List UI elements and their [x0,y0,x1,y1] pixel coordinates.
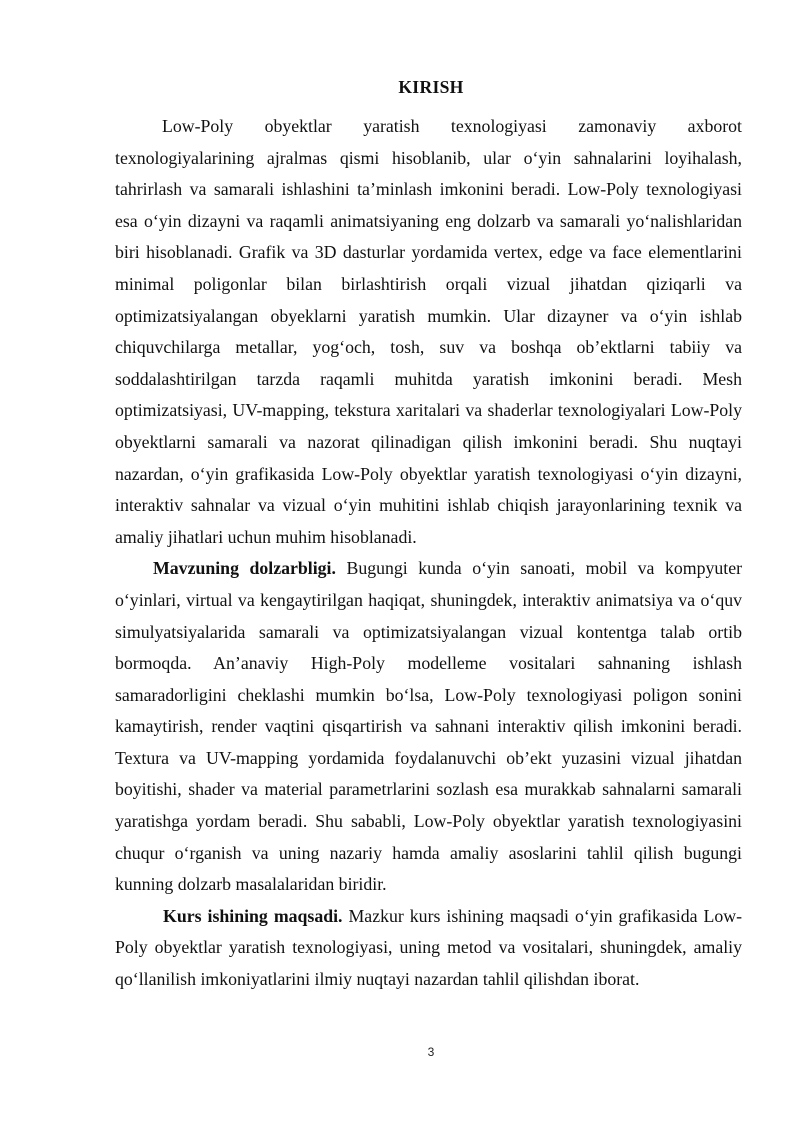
paragraph-text: Bugungi kunda o‘yin sanoati, mobil va kompyuter o‘yinlari, virtual va kengaytirilgan haqiqat, shuningdek, interaktiv animatsiya va o‘quv simulyatsiyalarida samarali va optimizatsiyalangan vizual kontentga talab ortib bormoqda. An’anaviy High-Poly modelleme vositalari sahnaning ishlash samaradorligini cheklashi mumkin bo‘lsa, Low-Poly texnologiyasi poligon sonini kamaytirish, render vaqtini qisqartirish va sahnani interaktiv qilish imkonini beradi. Textura va UV-mapping yordamida foydalanuvchi ob’ekt yuzasini vizual jihatdan boyitishi, shader va material parametrlarini sozlash esa murakkab sahnalarni samarali yaratishga yordam beradi. Shu sababli, Low-Poly obyektlar yaratish texnologiyasini chuqur o‘rganish va uning nazariy hamda amaliy asoslarini tahlil qilish bugungi kunning dolzarb masalalaridan biridir. [115,558,743,895]
page-number: 3 [427,1045,435,1059]
paragraph-relevance [115,553,742,901]
paragraph-goal [115,901,742,996]
paragraph-text: Low-Poly obyektlar yaratish texnologiyasi zamonaviy axborot texnologiyalarining ajralmas qismi hisoblanib, ular o‘yin sahnalarini loyihalash, tahrirlash va samarali ishlashini ta’minlash imkonini beradi. Low-Poly texnologiyasi esa o‘yin dizayni va raqamli animatsiyaning eng dolzarb va samarali yo‘nalishlaridan biri hisoblanadi. Grafik va 3D dasturlar yordamida vertex, edge va face elementlarini minimal poligonlar bilan birlashtirish orqali vizual jihatdan qiziqarli va optimizatsiyalangan obyeklarni yaratish mumkin. Ular dizayner va o‘yin ishlab chiquvchilarga metallar, yog‘och, tosh, suv va boshqa ob’ektlarni tabiiy va soddalashtirilgan tarzda raqamli muhitda yaratish imkonini beradi. Mesh optimizatsiyasi, UV-mapping, tekstura xaritalari va shaderlar texnologiyalari Low-Poly obyektlarni samarali va nazorat qilinadigan qilish imkonini beradi. Shu nuqtayi nazardan, o‘yin grafikasida Low-Poly obyektlar yaratish texnologiyasi o‘yin dizayni, interaktiv sahnalar va vizual o‘yin muhitini ishlab chiqish jarayonlarining texnik va amaliy jihatlari uchun muhim hisoblanadi. [115,116,742,547]
paragraph-lead: Mavzuning dolzarbligi. [153,558,336,579]
paragraph-introduction [115,111,742,553]
section-title: KIRISH [398,77,464,97]
body-text [115,111,742,996]
paragraph-lead: Kurs ishining maqsadi. [163,905,343,926]
paragraph-text: Mazkur kurs ishining maqsadi o‘yin grafikasida Low-Poly obyektlar yaratish texnologiyasi, uning metod va vositalari, shuningdek, amaliy qo‘llanilish imkoniyatlarini ilmiy nuqtayi nazardan tahlil qilishdan iborat. [115,905,742,990]
